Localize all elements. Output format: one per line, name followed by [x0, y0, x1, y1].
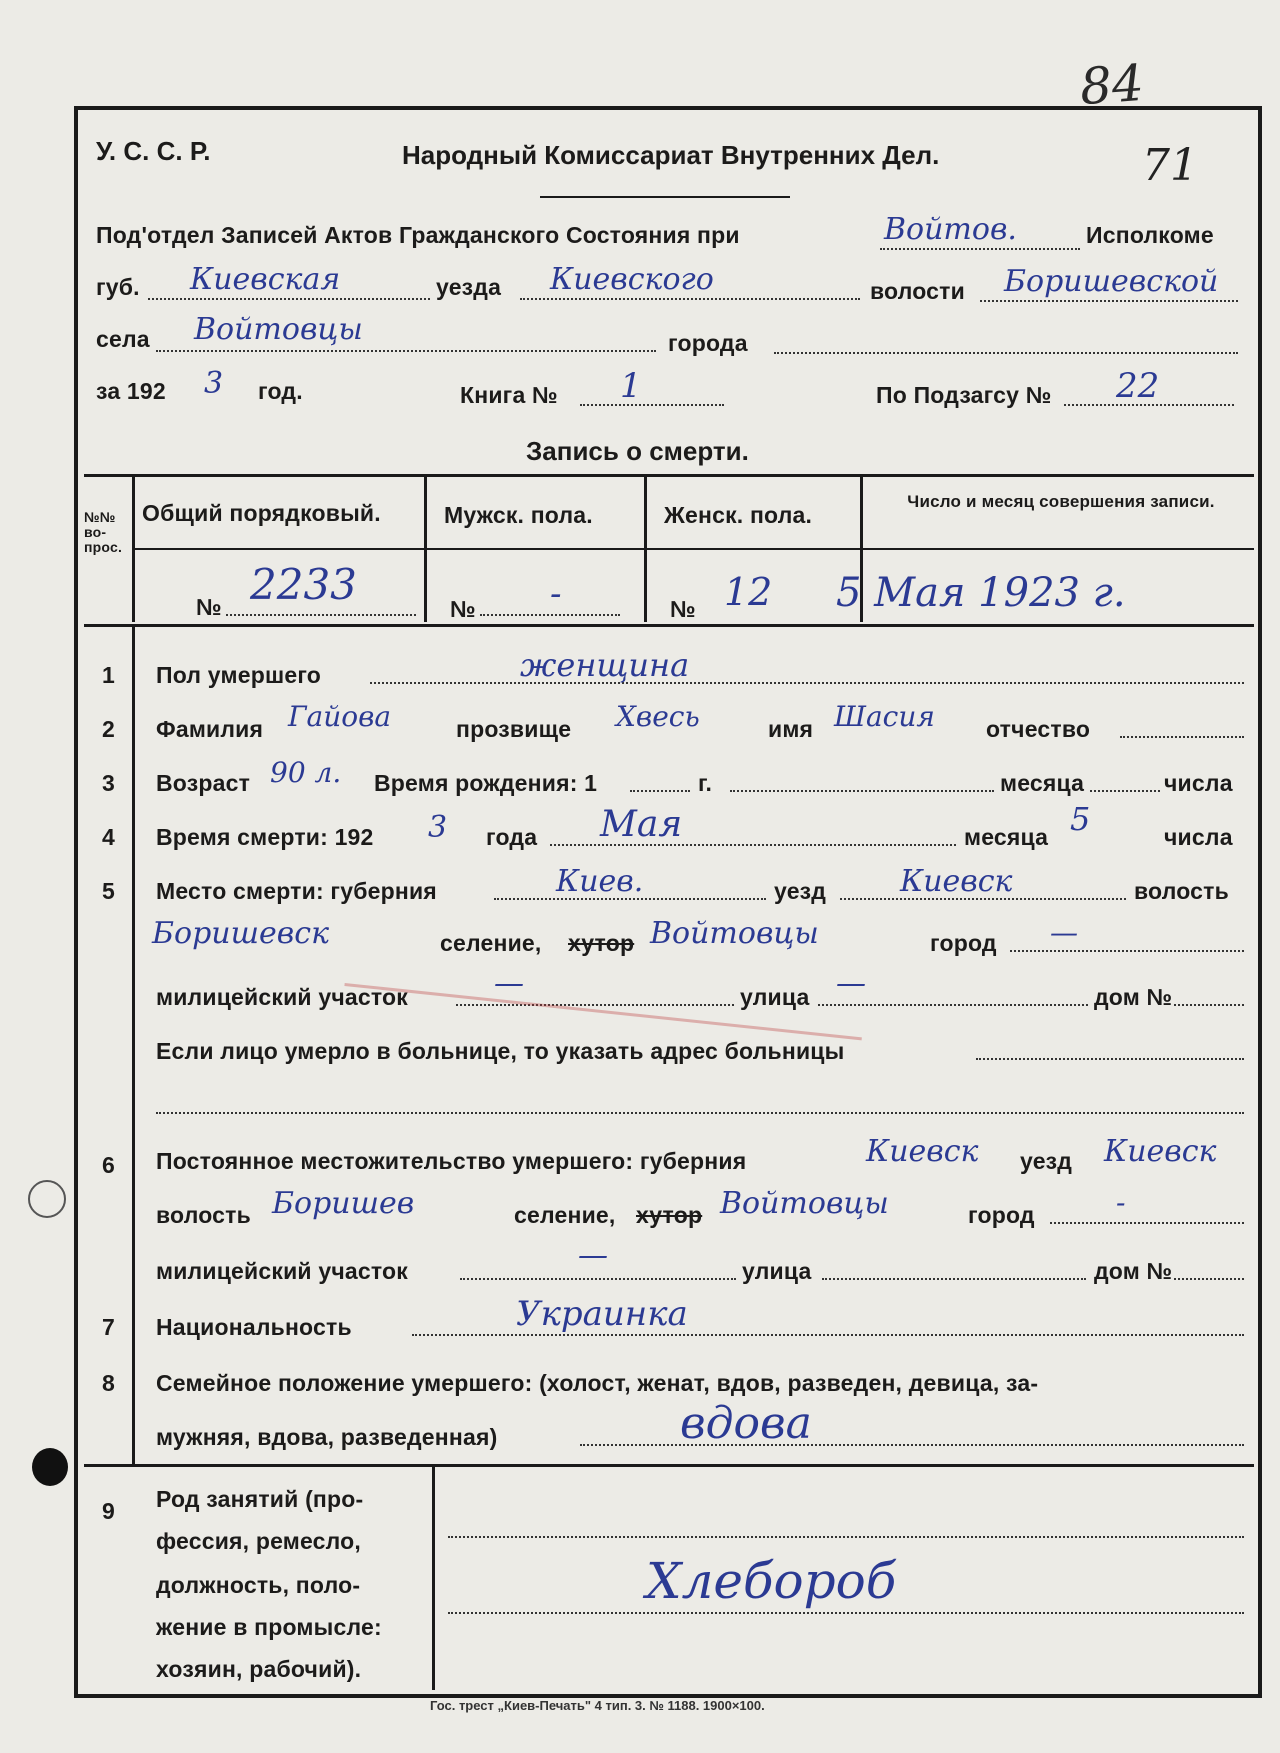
q5-hutor-value: Войтовцы: [650, 916, 819, 951]
year-prefix: за 192: [96, 378, 166, 404]
q5-street-value: —: [836, 966, 866, 1001]
subdept-suffix: Исполкоме: [1086, 222, 1214, 248]
q5-volost-value: Боришевск: [152, 916, 329, 951]
volost-label: волости: [870, 278, 965, 304]
punch-hole: [32, 1448, 68, 1486]
row-number: 9: [102, 1498, 115, 1524]
q2-nick-value: Хвесь: [616, 700, 700, 733]
row-number: 6: [102, 1152, 115, 1178]
volost-value: Боришевской: [1004, 264, 1219, 299]
header-divider: [540, 196, 790, 198]
q2-nick-label: прозвище: [456, 716, 572, 742]
selo-label: села: [96, 326, 150, 352]
selo-value: Войтовцы: [194, 312, 363, 347]
q9-value: Хлебороб: [646, 1552, 897, 1610]
general-value: 2233: [250, 560, 357, 609]
q6-house-label: дом №: [1094, 1258, 1173, 1284]
republic-label: У. С. С. Р.: [96, 136, 211, 166]
col-female: Женск. пола.: [664, 502, 813, 528]
q4-day-label: числа: [1164, 824, 1233, 850]
q3-year-label: г.: [698, 770, 713, 796]
q6-hutor-value: Войтовцы: [720, 1186, 889, 1221]
q3-label: Возраст: [156, 770, 251, 796]
corner-mark: 71: [1142, 140, 1198, 191]
q5-uezd-label: уезд: [774, 878, 827, 904]
subdept-prefix: Под'отдел Записей Актов Гражданского Состояния при: [96, 222, 740, 248]
female-no-sign: №: [670, 596, 696, 622]
q6-volost-value: Боришев: [272, 1186, 415, 1221]
q6-street-label: улица: [742, 1258, 812, 1284]
q5-label: Место смерти: губерния: [156, 878, 437, 904]
q7-label: Национальность: [156, 1314, 352, 1340]
gub-value: Киевская: [190, 262, 341, 297]
q3-day-label: числа: [1164, 770, 1233, 796]
q1-value: женщина: [520, 646, 690, 684]
q5-street-label: улица: [740, 984, 810, 1010]
q9-label-line5: хозяин, рабочий).: [156, 1656, 362, 1682]
q6-gorod-label: город: [968, 1202, 1035, 1228]
q3-month-label: месяца: [1000, 770, 1085, 796]
q4-year-value: 3: [428, 810, 448, 845]
book-value: 1: [620, 366, 642, 406]
book-label: Книга №: [460, 382, 558, 408]
q3-birth-label: Время рождения: 1: [374, 770, 598, 796]
uezd-value: Киевского: [550, 262, 714, 297]
q8-label-line1: Семейное положение умершего: (холост, женат, вдов, разведен, девица, за-: [156, 1370, 1039, 1396]
male-no-sign: №: [450, 596, 476, 622]
commissariat-title: Народный Комиссариат Внутренних Дел.: [402, 140, 940, 170]
q9-label-line3: должность, поло-: [156, 1572, 361, 1598]
general-no-sign: №: [196, 594, 222, 620]
row-number: 7: [102, 1314, 115, 1340]
q8-value: вдова: [680, 1398, 812, 1449]
record-title: Запись о смерти.: [526, 436, 749, 466]
q5-hutor-label: хутор: [568, 930, 635, 956]
q5-house-label: дом №: [1094, 984, 1173, 1010]
q6-gorod-value: -: [1116, 1186, 1126, 1219]
q6-uezd-value: Киевск: [1104, 1134, 1217, 1169]
q1-label: Пол умершего: [156, 662, 322, 688]
q5-uezd-value: Киевск: [900, 864, 1013, 899]
podzags-value: 22: [1116, 366, 1160, 406]
row-number: 2: [102, 716, 115, 742]
gub-label: губ.: [96, 274, 140, 300]
q2-name-label: имя: [768, 716, 814, 742]
row-number: 8: [102, 1370, 115, 1396]
q7-value: Украинка: [516, 1294, 688, 1334]
q6-militia-label: милицейский участок: [156, 1258, 408, 1284]
q4-month-value: Мая: [600, 804, 683, 845]
q4-label: Время смерти: 192: [156, 824, 374, 850]
q5-selenie-label: селение,: [440, 930, 542, 956]
row-number: 5: [102, 878, 115, 904]
male-value: -: [550, 574, 562, 614]
q5-volost-label: волость: [1134, 878, 1229, 904]
col-male: Мужск. пола.: [444, 502, 593, 528]
punch-ring: [28, 1180, 66, 1218]
q9-label-line2: фессия, ремесло,: [156, 1528, 362, 1554]
q5-militia-value: —: [494, 966, 524, 1001]
q5-gorod-value: —: [1050, 916, 1078, 949]
q4-month-label: месяца: [964, 824, 1049, 850]
q3-value: 90 л.: [270, 756, 342, 789]
q6-gub-value: Киевск: [866, 1134, 979, 1169]
q9-label-line4: жение в промысле:: [156, 1614, 382, 1640]
q5-militia-label: милицейский участок: [156, 984, 408, 1010]
q2-patronymic-label: отчество: [986, 716, 1091, 742]
col-date: Число и месяц совершения записи.: [907, 492, 1215, 511]
female-value: 12: [724, 570, 773, 614]
subdept-value: Войтов.: [884, 212, 1017, 247]
q6-hutor-label: хутор: [636, 1202, 703, 1228]
q9-label-line1: Род занятий (про-: [156, 1486, 364, 1512]
q5-gorod-label: город: [930, 930, 997, 956]
q2-name-value: Шасия: [834, 700, 935, 733]
q6-label: Постоянное местожительство умершего: губерния: [156, 1148, 747, 1174]
q5-hospital-label: Если лицо умерло в больнице, то указать адрес больницы: [156, 1038, 845, 1064]
page-number: 84: [1078, 53, 1146, 117]
row-number: 1: [102, 662, 115, 688]
q4-day-value: 5: [1070, 800, 1091, 838]
row-number: 3: [102, 770, 115, 796]
q6-volost-label: волость: [156, 1202, 251, 1228]
q2-surname-label: Фамилия: [156, 716, 264, 742]
year-value: 3: [204, 366, 224, 401]
q5-gub-value: Киев.: [556, 864, 644, 899]
q6-uezd-label: уезд: [1020, 1148, 1073, 1174]
gorod-label: города: [668, 330, 748, 356]
date-value: 5 Мая 1923 г.: [836, 570, 1126, 616]
printer-imprint: Гос. трест „Киев-Печать" 4 тип. 3. № 1188. 1900×100.: [430, 1698, 765, 1713]
q2-surname-value: Гайова: [288, 700, 392, 733]
q6-militia-value: —: [578, 1238, 608, 1273]
col-general: Общий порядковый.: [142, 500, 381, 526]
podzags-label: По Подзагсу №: [876, 382, 1052, 408]
q6-selenie-label: селение,: [514, 1202, 616, 1228]
year-suffix: год.: [258, 378, 303, 404]
q4-goda-label: года: [486, 824, 538, 850]
uezd-label: уезда: [436, 274, 502, 300]
row-number: 4: [102, 824, 115, 850]
col-num-label: №№ во-прос.: [84, 509, 123, 555]
q8-label-line2: мужняя, вдова, разведенная): [156, 1424, 498, 1450]
